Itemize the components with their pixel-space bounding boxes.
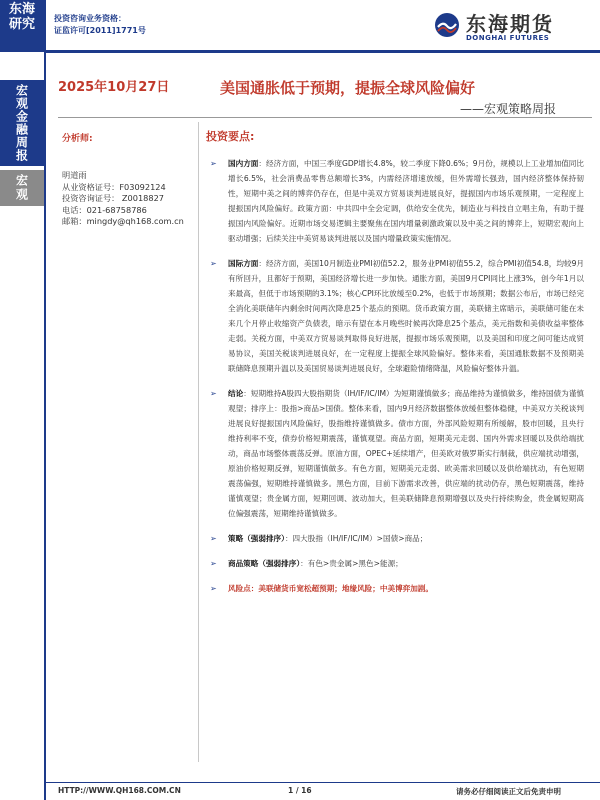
- company-logo: [434, 4, 594, 48]
- header-rule: [46, 50, 600, 53]
- column-divider: [198, 122, 199, 762]
- point-domestic: [206, 156, 584, 246]
- point-strategy: [206, 531, 584, 546]
- point-lead: 风险点: [228, 584, 251, 593]
- point-risk: [206, 581, 584, 596]
- section-label: 宏观: [0, 170, 44, 206]
- point-lead: 策略（强弱排序）: [228, 534, 285, 543]
- report-title: 美国通胀低于预期，提振全球风险偏好: [220, 79, 476, 97]
- footer-rule: [46, 782, 600, 783]
- point-lead: 国际方面: [228, 259, 259, 268]
- footer-url[interactable]: HTTP://WWW.QH168.COM.CN: [58, 786, 181, 795]
- point-body: ：短期维持A股四大股指期货（IH/IF/IC/IM）为短期谨慎做多；商品维持为谨慎做多，维持国债为谨慎观望；排序上：股指>商品>国债。整体来看，国内9月经济数据整体放缓但整体稳健，中美双方关税谈判进展良好提振国内风险偏好，股指维持谨慎做多。债市方面，外部风险短期有所缓解，股市回暖，且央行维持利率不变，债券价格短期震荡，谨慎观望。商品方面，短期美元走弱、国内外需求回暖以及供给端扰动，商品市场整体震荡反弹。原油方面，OPEC+延续增产，但美欧对俄罗斯实行制裁，供应端扰动增强，原油价格短期反弹，短期谨慎做多。有色方面，短期美元走弱、欧美需求回暖以及供给端扰动，有色短期震荡偏强，短期维持谨慎做多。黑色方面，目前下游需求改善，供应端的扰动仍存，黑色短期震荡，维持谨慎观望；贵金属方面，短期回调、波动加大，但美联储降息预期增强以及央行持续购金，贵金属短期高位偏强震荡，短期维持谨慎做多。: [228, 389, 584, 518]
- arrow-bullet-icon: ➢: [210, 534, 217, 543]
- report-date: 2025年10月27日: [58, 80, 170, 95]
- brand-line-2: 研究: [8, 17, 35, 32]
- brand-vertical: [0, 0, 44, 52]
- point-international: [206, 256, 584, 376]
- point-body: ：四大股指（IH/IF/IC/IM）>国债>商品；: [284, 534, 428, 543]
- analyst-name: 明道雨: [62, 170, 87, 180]
- disclaimer-note: 请务必仔细阅读正文后免责申明: [456, 787, 561, 796]
- point-body: ：经济方面，美国10月制造业PMI初值52.2，服务业PMI初值55.2，综合PMI初值54.8，均较9月有所回升，且都好于预期，美国经济增长进一步加快。通胀方面，美国9月CPI同比上涨3%，创今年1月以来最高，但低于市场预期的3.1%；核心CPI环比放缓至0.2%，也低于市场预期；数据公布后，市场已经完全消化美联储年内剩余时间两次降息25个基点的预期。货币政策方面，美联储主席暗示，美联储可能在未来几个月停止收缩资产负债表，暗示有望在本月晚些时候再次降息25个基点，美元指数和美债收益率整体走弱。关税方面，中美双方贸易谈判取得良好进展，提振市场乐观预期，以及美国和印度之间可能达成贸易协议，美国关税谈判进展良好，在一定程度上提振全球风险偏好。整体来看，美国通胀数据不及预期美联储降息预期升温以及美国贸易谈判进展良好，全球避险情绪降温，风险偏好整体升温。: [228, 259, 585, 373]
- analyst-info: [62, 170, 184, 228]
- title-rule: [58, 117, 592, 118]
- license-line-2: 证监许可[2011]1771号: [54, 26, 146, 35]
- point-lead: 结论: [228, 389, 244, 398]
- band-divider: [44, 0, 46, 800]
- point-lead: 商品策略（强弱排序）: [228, 559, 301, 568]
- left-band: [0, 0, 44, 800]
- point-conclusion: [206, 386, 584, 521]
- license-info: [54, 13, 146, 37]
- wave-logo-icon: [434, 12, 460, 38]
- analyst-email[interactable]: 邮箱：mingdy@qh168.com.cn: [62, 216, 184, 227]
- point-body: ：经济方面，中国三季度GDP增长4.8%，较二季度下降0.6%；9月份，规模以上工业增加值同比增长6.5%，社会消费品零售总额增长3%，内需经济增速放缓，但外需增长强劲，国内经济整体保持韧性，短期中美之间的博弈仍存在，但是中美双方贸易谈判进展良好，提振国内市场乐观预期，一定程度上提振国内风险偏好。政策方面：中共四中全会定调，供给安全优先，制造业与科技自立唱主角，有助于提振国内风险偏好。近期市场交易逻辑主要聚焦在国内增量刺激政策以及中美之间的博弈上，短期宏观向上驱动增强；后续关注中美贸易谈判进展以及国内增量政策实施情况。: [228, 159, 584, 243]
- analyst-cert-2: 投资咨询证号： Z0018827: [62, 193, 164, 204]
- category-label: 宏观金融周报: [0, 80, 44, 166]
- license-line-1: 投资咨询业务资格：: [54, 14, 126, 23]
- page-number: 1 / 16: [288, 786, 312, 795]
- analyst-cert-1: 从业资格证号：F03092124: [62, 181, 166, 192]
- points-title: 投资要点:: [206, 130, 255, 143]
- analyst-label: 分析师:: [62, 134, 93, 144]
- arrow-bullet-icon: ➢: [210, 259, 217, 268]
- brand-line-1: 东海: [8, 2, 35, 17]
- report-subtitle: ——宏观策略周报: [460, 102, 557, 116]
- logo-text-cn: 东海期货: [466, 12, 554, 36]
- analyst-phone: 电话：021-68758786: [62, 204, 147, 215]
- arrow-bullet-icon: ➢: [210, 389, 217, 398]
- point-body: ：有色>贵金属>黑色>能源；: [300, 559, 403, 568]
- arrow-bullet-icon: ➢: [210, 159, 217, 168]
- arrow-bullet-icon: ➢: [210, 559, 217, 568]
- point-lead: 国内方面: [228, 159, 259, 168]
- point-commodity-strategy: [206, 556, 584, 571]
- point-body: ：美联储货币宽松超预期；地缘风险；中美博弈加剧。: [250, 584, 434, 593]
- logo-text-en: DONGHAI FUTURES: [466, 34, 550, 42]
- investment-points: [206, 128, 584, 606]
- arrow-bullet-icon: ➢: [210, 584, 217, 593]
